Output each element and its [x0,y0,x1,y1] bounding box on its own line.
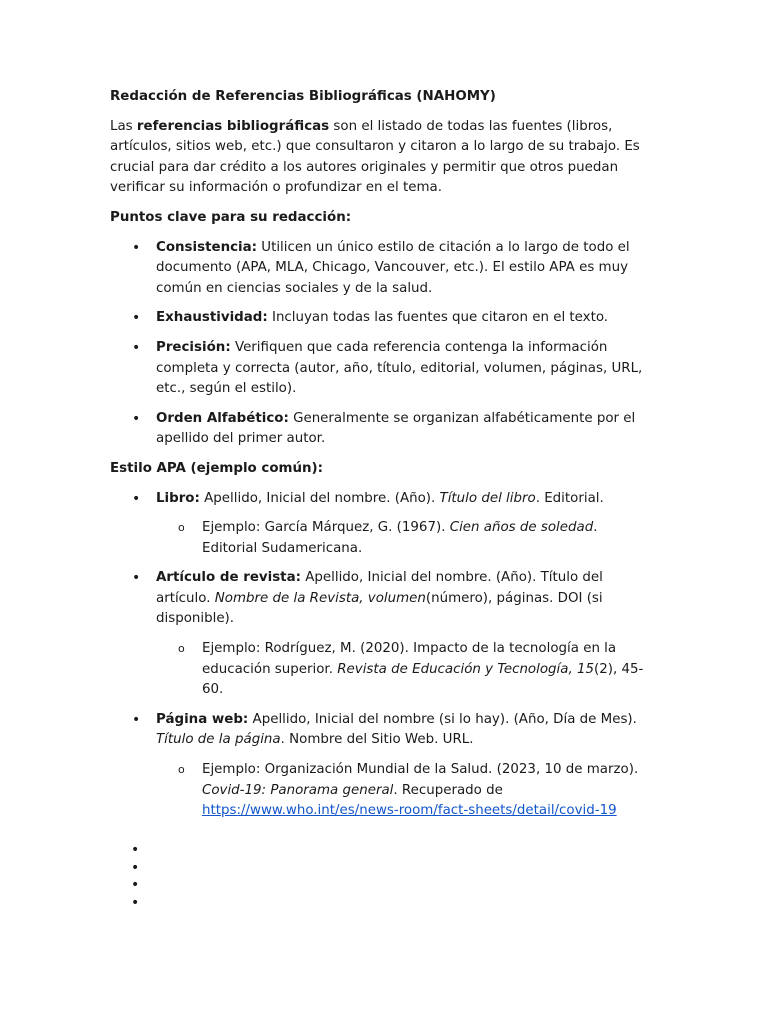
key-point-label: Exhaustividad: [156,310,268,326]
bullet-icon: • [131,859,140,876]
empty-list-item [131,877,139,895]
list-item [110,308,655,329]
example-text: (2), 45-60. [202,661,644,698]
example-text: Ejemplo: Organización Mundial de la Salud. (2023, 10 de marzo). [202,762,639,778]
example-text: . Recuperado de [393,782,503,798]
example-text: . Editorial Sudamericana. [202,520,598,556]
key-point-label: Precisión: [156,339,231,355]
empty-bullet-list [131,842,139,913]
example-text: Ejemplo: Rodríguez, M. (2020). Impacto de la tecnología en la educación superior. [202,641,617,677]
example-item [156,639,655,701]
key-points-heading: Puntos clave para su redacción: [110,209,352,225]
bullet-icon: • [132,339,141,356]
key-point-text: Generalmente se organizan alfabéticamente por el apellido del primer autor. [156,410,636,447]
apa-text: . Editorial. [535,490,604,506]
apa-text: (número), páginas. DOI (si disponible). [156,590,603,627]
apa-label: Artículo de revista: [156,570,301,586]
apa-article-item [110,568,655,701]
circle-bullet-icon: o [178,642,185,656]
list-item [110,238,655,300]
apa-italic: Título del libro [439,490,536,506]
bullet-icon: • [132,711,141,728]
intro-post: son el listado de todas las fuentes (libros, artículos, sitios web, etc.) que consultaron y citaron a lo largo de su trabajo. Es crucial para dar crédito a los autores originales y permitir que otros puedan verificar su información o profundizar en el tema. [110,118,640,196]
apa-web-item [110,710,655,822]
who-covid-link[interactable]: https://www.who.int/es/news-room/fact-sheets/detail/covid-19 [202,803,617,819]
bullet-icon: • [131,842,140,858]
example-item [156,760,655,822]
bullet-icon: • [131,877,140,894]
key-points-list [110,238,655,450]
apa-book-examples [156,518,655,559]
empty-list-item [131,895,139,913]
bullet-icon: • [132,310,141,327]
apa-list [110,489,655,822]
bullet-icon: • [132,239,141,256]
bullet-icon: • [131,895,140,912]
apa-label: Página web: [156,711,249,727]
circle-bullet-icon: o [178,521,185,535]
example-italic: Revista de Educación y Tecnología, 15 [337,661,595,677]
apa-italic: Nombre de la Revista, volumen [214,590,426,606]
apa-italic: Título de la página [156,732,281,748]
circle-bullet-icon: o [178,763,185,777]
apa-text: Apellido, Inicial del nombre. (Año). Título del artículo. [156,570,603,606]
key-point-label: Orden Alfabético: [156,410,289,426]
document-title: Redacción de Referencias Bibliográficas (NAHOMY) [110,89,496,104]
key-point-text: Verifiquen que cada referencia contenga la información completa y correcta (autor, año, título, editorial, volumen, páginas, URL, etc., según el estilo). [156,339,643,397]
apa-book-item [110,489,655,560]
empty-list-item [131,860,139,878]
apa-text: . Nombre del Sitio Web. URL. [280,732,474,748]
apa-heading: Estilo APA (ejemplo común): [110,460,324,476]
key-point-text: Utilicen un único estilo de citación a lo largo de todo el documento (APA, MLA, Chicago, Vancouver, etc.). El estilo APA es muy común en ciencias sociales y de la salud. [156,239,630,296]
bullet-icon: • [132,490,141,507]
apa-web-examples [156,760,655,822]
intro-pre: Las [110,118,137,134]
key-point-text: Incluyan todas las fuentes que citaron en el texto. [267,310,609,326]
bullet-icon: • [132,410,141,427]
bullet-icon: • [132,570,141,587]
example-item [156,518,655,559]
empty-list-item [131,842,139,860]
key-point-label: Consistencia: [156,239,258,255]
document-body [110,87,655,831]
apa-text: Apellido, Inicial del nombre (si lo hay). (Año, Día de Mes). [248,711,637,727]
list-item [110,338,655,400]
list-item [110,409,655,450]
intro-paragraph [110,117,655,199]
apa-label: Libro: [156,490,200,506]
example-italic: Covid-19: Panorama general [202,782,394,798]
example-italic: Cien años de soledad [449,520,594,536]
example-text: Ejemplo: García Márquez, G. (1967). [202,520,450,536]
apa-article-examples [156,639,655,701]
apa-text: Apellido, Inicial del nombre. (Año). [199,490,440,506]
intro-bold-term: referencias bibliográficas [136,118,330,134]
